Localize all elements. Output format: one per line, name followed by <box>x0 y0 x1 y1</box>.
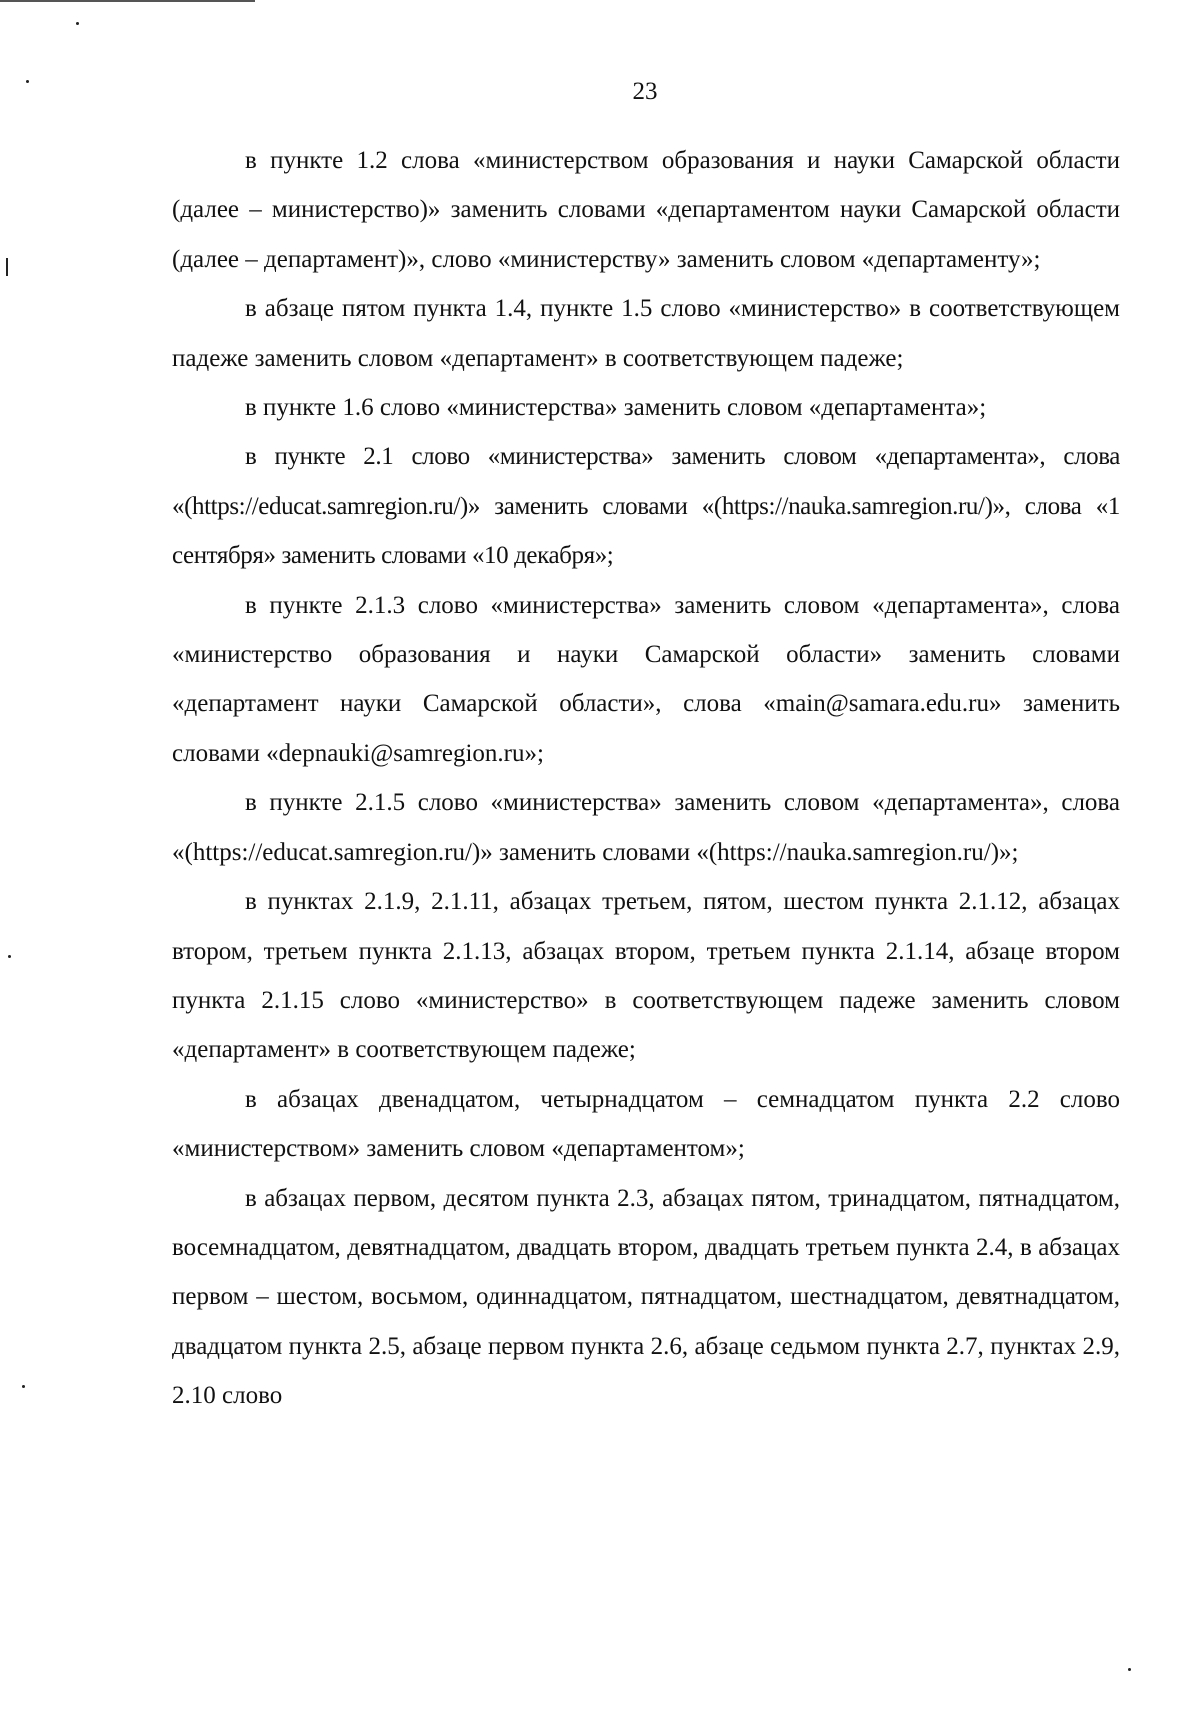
scan-speck <box>6 258 8 276</box>
paragraph: в пунктах 2.1.9, 2.1.11, абзацах третьем, пятом, шестом пункта 2.1.12, абзацах втором, третьем пункта 2.1.13, абзацах втором, третьем пункта 2.1.14, абзаце втором пункта 2.1.15 слово «министерство» в соответствующем падеже заменить словом «департамент» в соответствующем падеже; <box>172 888 1120 1064</box>
paragraph: в пункте 2.1 слово «министерства» заменить словом «департамента», слова «(https://educat.samregion.ru/)» заменить словами «(https://nauka.samregion.ru/)», слова «1 сентября» заменить словами «10 декабря»; <box>172 443 1120 570</box>
paragraph: в пункте 2.1.5 слово «министерства» заменить словом «департамента», слова «(https://educat.samregion.ru/)» заменить словами «(https://nauka.samregion.ru/)»; <box>172 789 1120 866</box>
scan-speck <box>8 955 11 958</box>
paragraph: в пункте 1.2 слова «министерством образования и науки Самарской области (далее – министерство)» заменить словами «департаментом науки Самарской области (далее – департамент)», слово «министерству» заменить словом «департаменту»; <box>172 147 1120 273</box>
paragraph: в абзаце пятом пункта 1.4, пункте 1.5 слово «министерство» в соответствующем падеже заменить словом «департамент» в соответствующем падеже; <box>172 295 1120 372</box>
scan-edge-line <box>0 0 255 2</box>
scan-speck <box>1128 1668 1131 1671</box>
paragraph: в пункте 1.6 слово «министерства» заменить словом «департамента»; <box>245 394 987 422</box>
paragraph: в абзацах первом, десятом пункта 2.3, абзацах пятом, тринадцатом, пятнадцатом, восемнадцатом, девятнадцатом, двадцать втором, двадцать третьем пункта 2.4, в абзацах первом – шестом, восьмом, одиннадцатом, пятнадцатом, шестнадцатом, девятнадцатом, двадцатом пункта 2.5, абзаце первом пункта 2.6, абзаце седьмом пункта 2.7, пунктах 2.9, 2.10 слово <box>172 1184 1120 1410</box>
paragraph: в пункте 2.1.3 слово «министерства» заменить словом «департамента», слова «министерство образования и науки Самарской области» заменить словами «департамент науки Самарской области», слова «main@samara.edu.ru» заменить словами «depnauki@samregion.ru»; <box>172 591 1120 767</box>
document-body <box>172 136 1120 1421</box>
scan-speck <box>22 1385 25 1388</box>
scan-speck <box>76 22 79 25</box>
paragraph: в абзацах двенадцатом, четырнадцатом – семнадцатом пункта 2.2 слово «министерством» заменить словом «департаментом»; <box>172 1085 1120 1163</box>
page-number: 23 <box>632 78 658 105</box>
